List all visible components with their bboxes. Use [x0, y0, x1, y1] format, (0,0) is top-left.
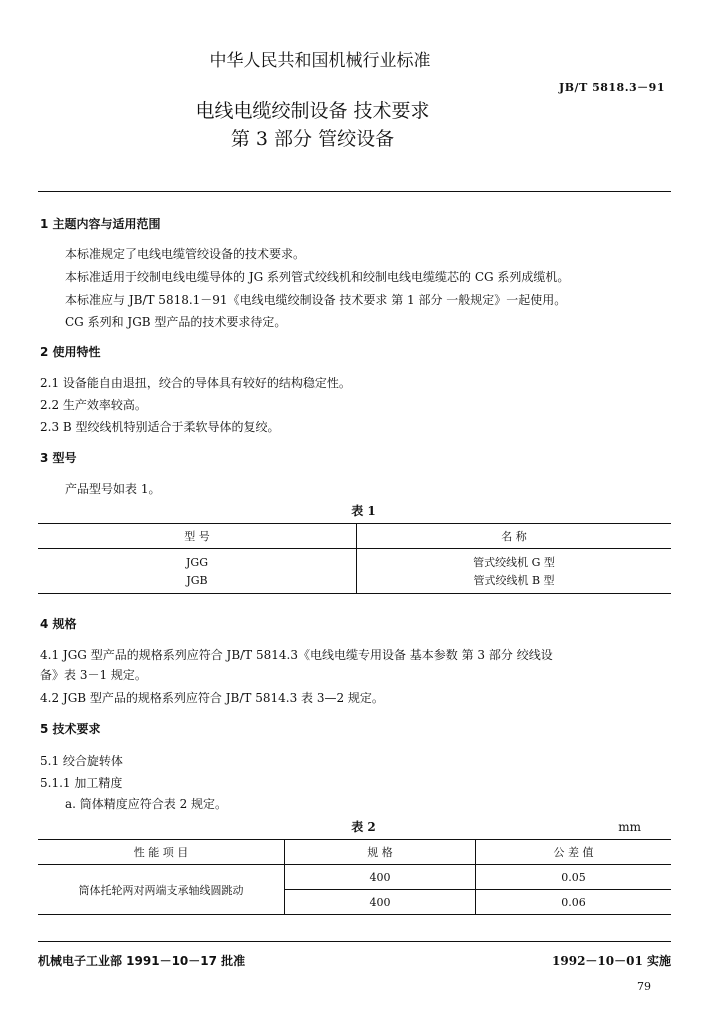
table-2-cell-spec: 400: [285, 890, 476, 915]
document-subtitle: 第 3 部分 管绞设备: [230, 128, 395, 150]
page-number: 79: [637, 980, 651, 993]
section-1-heading: 1 主题内容与适用范围: [40, 217, 161, 231]
table-1-cell-name: 管式绞线机 B 型: [473, 574, 555, 587]
table-2-cell-item: 筒体托轮两对两端支承轴线圆跳动: [38, 865, 285, 915]
table-2-header-row: [38, 840, 671, 865]
table-row: [38, 571, 671, 594]
table-1: [38, 523, 671, 594]
table-row: [38, 865, 671, 890]
footer-rule: [38, 941, 671, 942]
section-4-para-2: 4.2 JGB 型产品的规格系列应符合 JB/T 5814.3 表 3—2 规定。: [40, 691, 384, 705]
section-1-para-2: 本标准适用于绞制电线电缆导体的 JG 系列管式绞线机和绞制电线电缆缆芯的 CG 系列成缆机。: [65, 270, 570, 284]
table-2-caption: 表 2: [351, 820, 376, 834]
table-row: [38, 549, 671, 572]
section-2-heading: 2 使用特性: [40, 345, 101, 359]
section-1-para-1: 本标准规定了电线电缆管绞设备的技术要求。: [65, 247, 306, 261]
section-5-1-heading: 5.1 绞合旋转体: [40, 754, 123, 768]
section-2-item-2: 2.2 生产效率较高。: [40, 398, 147, 412]
section-4-para-1-line-1: 4.1 JGG 型产品的规格系列应符合 JB/T 5814.3《电线电缆专用设备 基本参数 第 3 部分 绞线设: [40, 648, 553, 662]
table-1-header-row: [38, 524, 671, 549]
implementation-date: 1992－10－01 实施: [552, 954, 671, 968]
section-4-heading: 4 规格: [40, 617, 77, 631]
table-1-caption: 表 1: [351, 504, 376, 518]
table-1-cell-model: JGB: [38, 571, 357, 594]
industry-standard-title: 中华人民共和国机械行业标准: [209, 51, 431, 71]
section-5-item-a: a. 筒体精度应符合表 2 规定。: [65, 797, 228, 811]
table-2-header-spec: 规 格: [285, 840, 476, 865]
section-5-heading: 5 技术要求: [40, 722, 101, 736]
standard-code: JB/T 5818.3－91: [559, 81, 665, 94]
approval-info: 机械电子工业部 1991－10－17 批准: [38, 954, 246, 968]
table-2: [38, 839, 671, 915]
section-4-para-1-line-2: 备》表 3－1 规定。: [40, 668, 147, 682]
section-3-heading: 3 型号: [40, 451, 77, 465]
table-2-cell-tolerance: 0.06: [561, 895, 586, 909]
section-1-para-3: 本标准应与 JB/T 5818.1－91《电线电缆绞制设备 技术要求 第 1 部分 一般规定》一起使用。: [65, 293, 567, 307]
table-2-header-item: 性 能 项 目: [38, 840, 285, 865]
table-1-cell-name: 管式绞线机 G 型: [473, 556, 555, 569]
table-1-header-model: 型 号: [38, 524, 357, 549]
section-1-para-4: CG 系列和 JGB 型产品的技术要求待定。: [65, 315, 287, 329]
document-title: 电线电缆绞制设备 技术要求: [195, 100, 430, 122]
section-2-item-1: 2.1 设备能自由退扭，绞合的导体具有较好的结构稳定性。: [40, 376, 351, 390]
header-rule: [38, 191, 671, 192]
table-2-cell-spec: 400: [285, 865, 476, 890]
table-1-cell-model: JGG: [38, 549, 357, 572]
table-1-header-name: 名 称: [357, 524, 672, 549]
section-5-1-1-heading: 5.1.1 加工精度: [40, 776, 123, 790]
table-2-header-tolerance: 公 差 值: [476, 840, 672, 865]
table-2-unit: mm: [618, 820, 641, 834]
section-2-item-3: 2.3 B 型绞线机特别适合于柔软导体的复绞。: [40, 420, 280, 434]
section-3-para-1: 产品型号如表 1。: [65, 482, 161, 496]
table-2-cell-tolerance: 0.05: [476, 865, 672, 890]
